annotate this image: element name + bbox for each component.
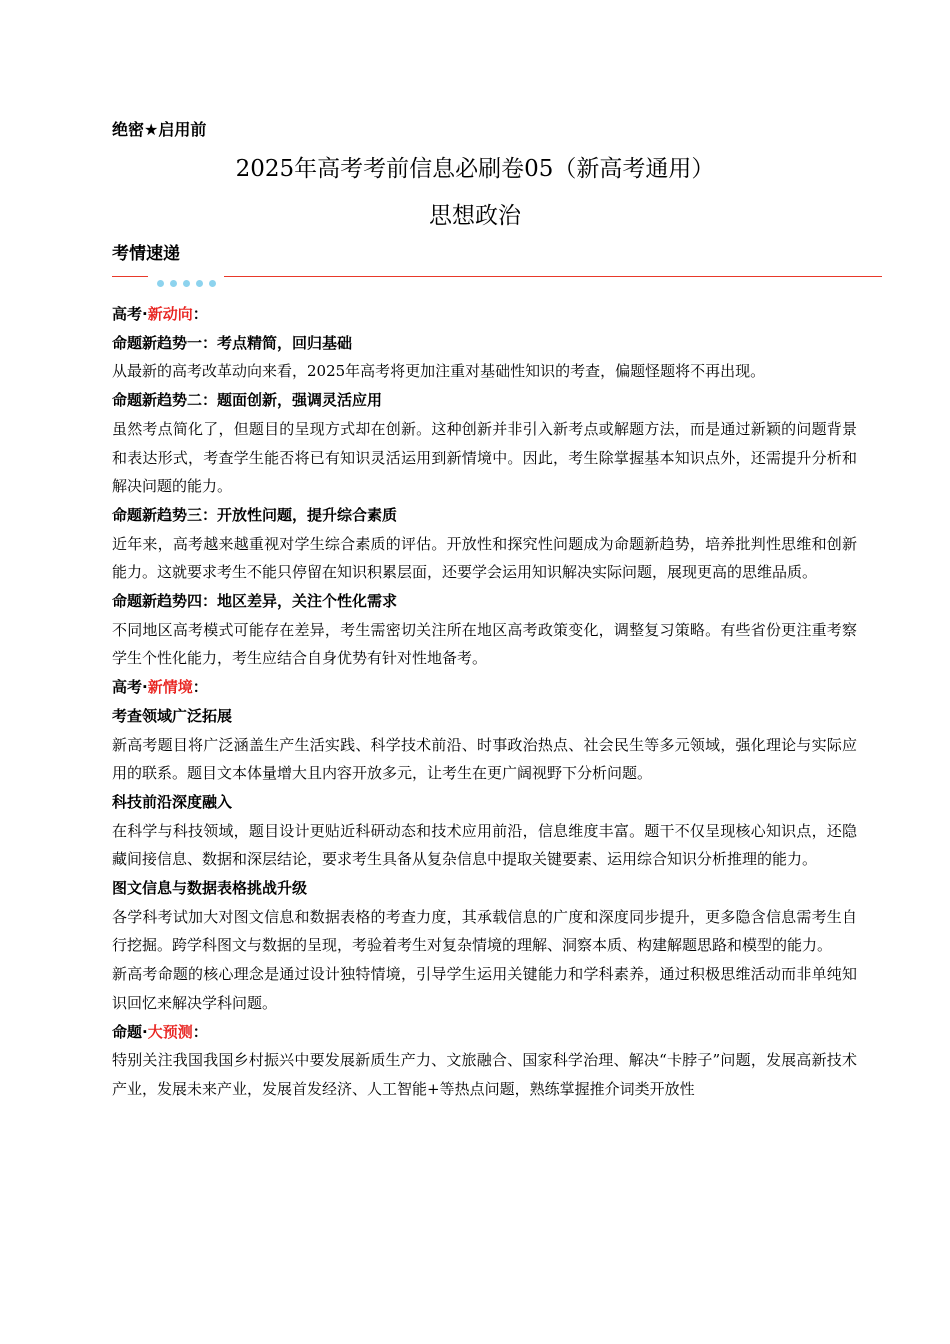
heading-prefix: 高考· (112, 678, 148, 697)
document-body (112, 300, 857, 1104)
context-1-text: 新高考题目将广泛涵盖生产生活实践、科学技术前沿、时事政治热点、社会民生等多元领域，强化理论与实际应用的联系。题目文本体量增大且内容开放多元，让考生在更广阔视野下分析问题。 (112, 735, 857, 783)
trend-3-text: 近年来，高考越来越重视对学生综合素质的评估。开放性和探究性问题成为命题新趋势，培养批判性思维和创新能力。这就要求考生不能只停留在知识积累层面，还要学会运用知识解决实际问题，展现更高的思维品质。 (112, 534, 857, 582)
divider-dots (157, 272, 222, 291)
dot-icon (170, 280, 177, 287)
trend-3-title: 命题新趋势三：开放性问题，提升综合素质 (112, 505, 398, 524)
heading-highlight: 大预测 (147, 1022, 193, 1041)
heading-suffix: ： (192, 678, 208, 697)
prediction-text: 特别关注我国我国乡村振兴中要发展新质生产力、文旅融合、国家科学治理、解决“卡脖子”问题，发展高新技术产业，发展未来产业，发展首发经济、人工智能+等热点问题，熟练掌握推介词类开放性 (112, 1051, 857, 1098)
confidential-label: 绝密★启用前 (112, 120, 207, 139)
decorative-divider (112, 270, 882, 284)
divider-line-right (224, 276, 882, 277)
trend-1-text: 从最新的高考改革动向来看，2025年高考将更加注重对基础性知识的考查，偏题怪题将不再出现。 (112, 362, 766, 381)
divider-line-left (112, 276, 148, 277)
context-summary-text: 新高考命题的核心理念是通过设计独特情境，引导学生运用关键能力和学科素养，通过积极思维活动而非单纯知识回忆来解决学科问题。 (112, 965, 857, 1012)
context-2-title: 科技前沿深度融入 (112, 792, 233, 811)
section-prediction-heading (112, 1018, 857, 1047)
section-heading: 考情速递 (112, 244, 180, 264)
dot-icon (209, 280, 216, 287)
trend-2-text: 虽然考点简化了，但题目的呈现方式却在创新。这种创新并非引入新考点或解题方法，而是通过新颖的问题背景和表达形式，考查学生能否将已有知识灵活运用到新情境中。因此，考生除掌握基本知识点外，还需提升分析和解决问题的能力。 (112, 419, 857, 496)
context-2-text: 在科学与科技领域，题目设计更贴近科研动态和技术应用前沿，信息维度丰富。题干不仅呈现核心知识点，还隐藏间接信息、数据和深层结论，要求考生具备从复杂信息中提取关键要素、运用综合知识分析推理的能力。 (112, 821, 857, 869)
subject-title: 思想政治 (429, 203, 521, 229)
heading-highlight: 新动向 (147, 305, 193, 323)
trend-4-title: 命题新趋势四：地区差异，关注个性化需求 (112, 592, 398, 611)
context-3-text: 各学科考试加大对图文信息和数据表格的考查力度，其承载信息的广度和深度同步提升，更多隐含信息需考生自行挖掘。跨学科图文与数据的呈现，考验着考生对复杂情境的理解、洞察本质、构建解题思路和模型的能力。 (112, 907, 857, 955)
dot-icon (196, 280, 203, 287)
dot-icon (157, 280, 164, 287)
heading-prefix: 命题· (112, 1022, 148, 1041)
heading-suffix: ： (192, 305, 208, 323)
dot-icon (183, 280, 190, 287)
section-new-context-heading (112, 673, 857, 702)
heading-highlight: 新情境 (147, 678, 193, 697)
heading-prefix: 高考· (112, 305, 148, 323)
trend-4-text: 不同地区高考模式可能存在差异，考生需密切关注所在地区高考政策变化，调整复习策略。有些省份更注重考察学生个性化能力，考生应结合自身优势有针对性地备考。 (112, 620, 857, 668)
section-new-trends-heading (112, 300, 857, 329)
context-3-title: 图文信息与数据表格挑战升级 (112, 879, 308, 898)
trend-2-title: 命题新趋势二：题面创新，强调灵活应用 (112, 391, 383, 410)
heading-suffix: ： (192, 1022, 208, 1041)
context-1-title: 考查领域广泛拓展 (112, 706, 233, 725)
exam-title: 2025年高考考前信息必刷卷05（新高考通用） (235, 156, 715, 182)
trend-1-title: 命题新趋势一：考点精简，回归基础 (112, 333, 353, 352)
